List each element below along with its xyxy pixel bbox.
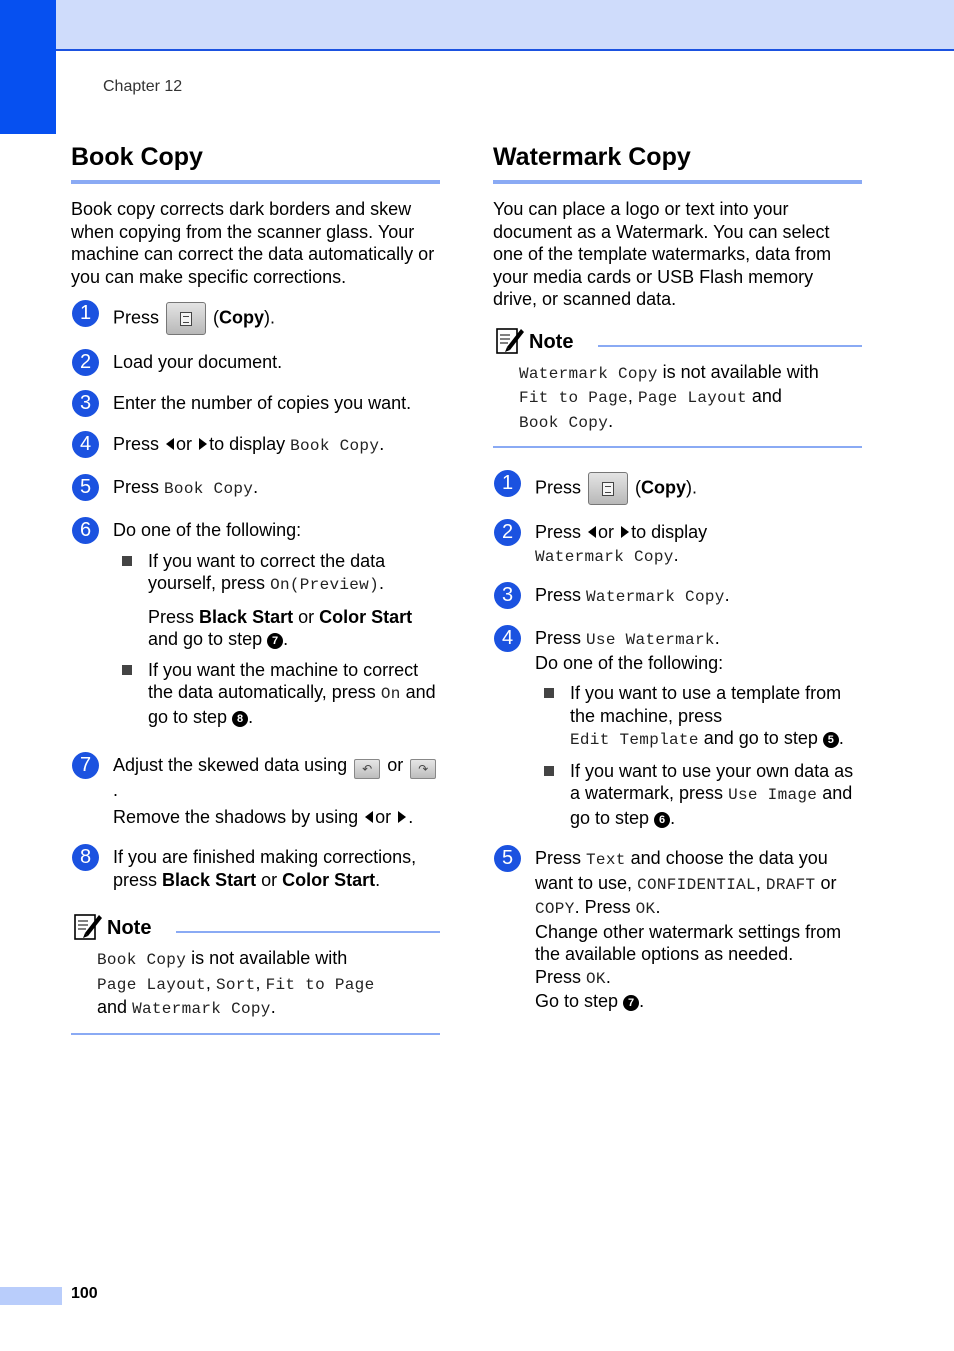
copy-label: Copy — [641, 477, 687, 498]
step-ref-icon: 8 — [232, 711, 248, 727]
left-arrow-icon — [166, 438, 174, 450]
book-step-1: 1 Press (Copy). — [71, 302, 440, 335]
step-number: 1 — [72, 300, 99, 327]
bullet-item: If you want to correct the data yourself, press On(Preview). Press Black Start or Color Start and go to step 7 . — [121, 550, 440, 651]
bullet-item: If you want the machine to correct the data automatically, press On and go to step 8 . — [121, 659, 440, 729]
left-arrow-icon — [588, 526, 596, 538]
bullet-square-icon — [544, 688, 554, 698]
note-rule — [598, 345, 862, 347]
page-number: 100 — [71, 1285, 98, 1302]
note-body: Watermark Copy is not available with Fit to Page, Page Layout and Book Copy. — [519, 361, 819, 432]
book-step-4: 4 Press or to display Book Copy. — [71, 433, 440, 458]
book-step-3: 3 Enter the number of copies you want. — [71, 392, 440, 415]
note-body: Book Copy is not available with Page Layout, Sort, Fit to Page and Watermark Copy. — [97, 948, 375, 1018]
watermark-step-4: 4 Press Use Watermark. Do one of the following: If you want to use a template from the machine, press Edit Template and go to step 5 . If you want to use your own data as a watermark, press Use Image and go to step 6 . — [493, 627, 862, 829]
book-step-7: 7 Adjust the skewed data using ↶ or ↷. Remove the shadows by using or . — [71, 754, 440, 828]
copy-button-icon — [588, 472, 628, 505]
step-ref-icon: 6 — [654, 812, 670, 828]
watermark-step-1: 1 Press (Copy). — [493, 472, 862, 505]
bullet-square-icon — [122, 556, 132, 566]
right-arrow-icon — [398, 811, 406, 823]
watermark-step-5: 5 Press Text and choose the data you want to use, CONFIDENTIAL, DRAFT or COPY. Press OK. Change other watermark settings from the available options as needed. Press OK. Go to step 7 . — [493, 847, 862, 1013]
note-pencil-icon — [73, 911, 103, 941]
book-step-8: 8 If you are finished making corrections, press Black Start or Color Start. — [71, 846, 440, 891]
step-number: 1 — [494, 470, 521, 497]
left-arrow-icon — [365, 811, 373, 823]
step-number: 3 — [494, 582, 521, 609]
book-copy-section — [71, 140, 440, 1035]
step-number: 4 — [494, 625, 521, 652]
chapter-label: Chapter 12 — [103, 78, 183, 95]
step-number: 5 — [72, 474, 99, 501]
watermark-copy-section — [493, 140, 862, 1013]
watermark-copy-heading: Watermark Copy — [493, 140, 862, 184]
bullet-square-icon — [122, 665, 132, 675]
book-step-6: 6 Do one of the following: If you want to correct the data yourself, press On(Preview). Press Black Start or Color Start and go to step 7 . If you want the machine to correct the data automatically, press On and go to step 8 . — [71, 519, 440, 728]
bullet-item: If you want to use a template from the machine, press Edit Template and go to step 5 . — [543, 682, 862, 752]
right-arrow-icon — [621, 526, 629, 538]
book-copy-heading: Book Copy — [71, 140, 440, 184]
copy-label: Copy — [219, 307, 265, 328]
book-step-2: 2 Load your document. — [71, 351, 440, 374]
watermark-copy-note — [493, 325, 862, 449]
watermark-step-2: 2 Press or to display Watermark Copy. — [493, 521, 862, 568]
step-number: 4 — [72, 431, 99, 458]
chapter-tab — [0, 0, 56, 134]
step-number: 3 — [72, 390, 99, 417]
header-band — [0, 0, 954, 51]
watermark-step-3: 3 Press Watermark Copy. — [493, 584, 862, 609]
book-copy-note — [71, 911, 440, 1035]
step-number: 8 — [72, 844, 99, 871]
step-ref-icon: 7 — [267, 633, 283, 649]
right-arrow-icon — [199, 438, 207, 450]
rotate-right-icon: ↷ — [410, 759, 436, 779]
book-step-5: 5 Press Book Copy. — [71, 476, 440, 501]
step-number: 6 — [72, 517, 99, 544]
step-number: 2 — [494, 519, 521, 546]
note-pencil-icon — [495, 325, 525, 355]
step-number: 7 — [72, 752, 99, 779]
step-number: 2 — [72, 349, 99, 376]
rotate-left-icon: ↶ — [354, 759, 380, 779]
note-title: Note — [529, 330, 574, 353]
step-ref-icon: 5 — [823, 732, 839, 748]
footer-band — [0, 1287, 62, 1305]
note-rule — [176, 931, 440, 933]
note-title: Note — [107, 917, 152, 939]
bullet-square-icon — [544, 766, 554, 776]
bullet-item: If you want to use your own data as a watermark, press Use Image and go to step 6 . — [543, 760, 862, 830]
step-number: 5 — [494, 845, 521, 872]
copy-button-icon — [166, 302, 206, 335]
watermark-copy-intro: You can place a logo or text into your document as a Watermark. You can select one of the template watermarks, data from your media cards or USB Flash memory drive, or scanned data. — [493, 199, 832, 309]
step-ref-icon: 7 — [623, 995, 639, 1011]
book-copy-intro: Book copy corrects dark borders and skew when copying from the scanner glass. Your machine can correct the data automatically or you can make specific corrections. — [71, 199, 435, 287]
